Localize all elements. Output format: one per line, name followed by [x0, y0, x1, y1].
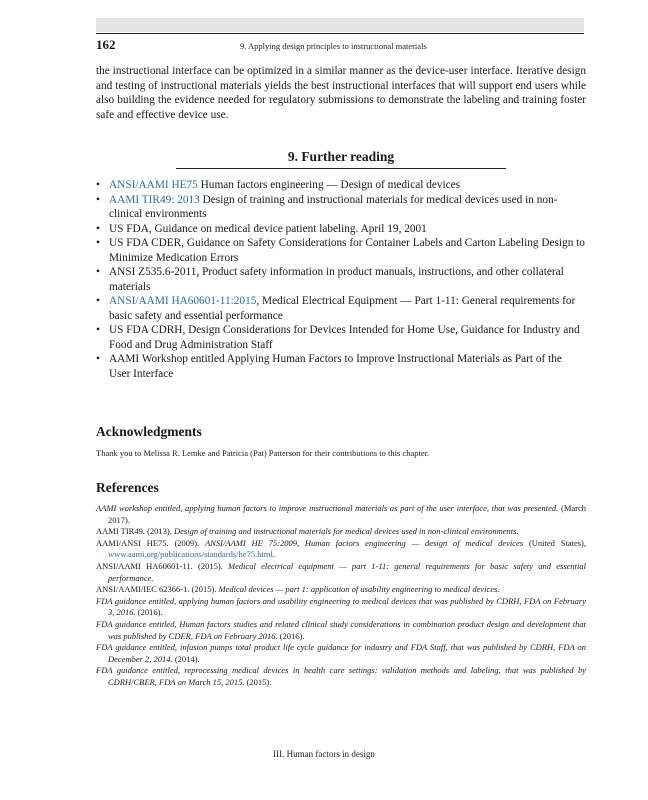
reading-item — [96, 222, 586, 237]
ref-title: FDA guidance entitled, Human factors studies and related clinical study considerations in combination product design and development that was published by CDER, FDA on February 2016. — [96, 618, 586, 641]
bullet-icon: • — [96, 266, 100, 278]
further-reading-rule — [176, 168, 506, 169]
reading-text: Human factors engineering — Design of medical devices — [197, 179, 461, 191]
references-list — [96, 503, 586, 689]
ref-author: AAMI/ANSI HE75. (2009). — [96, 537, 206, 548]
bullet-icon: • — [96, 193, 100, 206]
ref-author: ANSI/AAMI/IEC 62366-1. (2015). — [96, 584, 219, 595]
running-head: 9. Applying design principles to instructional materials — [240, 41, 427, 51]
reading-text: , Medical Electrical Equipment — Part 1-11: General requirements for basic safety and essential performance — [109, 295, 576, 322]
ref-title: Medical electrical equipment — part 1-11: general requirements for basic safety and essential performance. — [108, 560, 586, 583]
ref-date: (2016). — [277, 630, 305, 641]
ref-title: Medical devices — part 1: application of usability engineering to medical devices. — [218, 584, 500, 595]
ref-title: FDA guidance entitled, infusion pumps total product life cycle guidance for industry and FDA Staff, that was published by CDRH, FDA on December 2, 2014. — [96, 642, 586, 664]
reading-text: Design of training and instructional materials for medical devices used in non-clinical environments — [109, 193, 558, 220]
ref-title: AAMI workshop entitled, applying human factors to improve instructional materials as part of the user interface, that was presented. — [96, 503, 559, 513]
further-reading-list — [96, 178, 586, 381]
reference-item — [96, 619, 586, 642]
reference-item — [96, 561, 586, 584]
reading-link[interactable]: AAMI TIR49: 2013 — [109, 193, 200, 206]
ref-date: (2014). — [172, 653, 200, 664]
reading-link[interactable]: ANSI/AAMI HE75 — [109, 179, 198, 191]
reading-item — [96, 178, 586, 193]
reading-item — [96, 352, 586, 381]
reading-item — [96, 323, 586, 352]
ref-title: Design of training and instructional materials for medical devices used in non-clinical environments. — [174, 526, 519, 537]
page-footer: III. Human factors in design — [273, 749, 375, 759]
ref-end: . — [272, 549, 275, 560]
bullet-icon: • — [96, 324, 100, 336]
reading-text: AAMI Workshop entitled Applying Human Factors to Improve Instructional Materials as Part of the User Interface — [109, 353, 562, 380]
ref-date: (2015). — [244, 676, 272, 687]
reference-item — [96, 642, 586, 665]
bullet-icon: • — [96, 353, 100, 365]
bullet-icon: • — [96, 179, 100, 191]
reading-link[interactable]: ANSI/AAMI HA60601-11:2015 — [109, 295, 257, 307]
reference-item — [96, 665, 586, 688]
reading-item — [96, 265, 586, 294]
acknowledgments-text: Thank you to Melissa R. Lemke and Patricia (Pat) Patterson for their contributions to this chapter. — [96, 448, 430, 458]
acknowledgments-heading: Acknowledgments — [96, 424, 202, 439]
reading-item — [96, 193, 586, 222]
ref-author: ANSI/AAMI HA60601-11. (2015). — [96, 560, 229, 571]
ref-title: ANSI/AAMI HE 75:2009, Human factors engineering — design of medical devices — [205, 537, 524, 548]
ref-title: FDA guidance entitled, applying human factors and usability engineering to medical devices that was published by CDRH, FDA on February 3, 2016. — [96, 595, 586, 618]
further-reading-title: 9. Further reading — [287, 149, 395, 164]
reading-item — [96, 236, 586, 265]
header-bar — [96, 18, 584, 32]
header-rule — [96, 33, 584, 34]
reading-text: US FDA CDER, Guidance on Safety Considerations for Container Labels and Carton Labeling Design to Minimize Medication Errors — [109, 237, 585, 264]
ref-title: FDA guidance entitled, reprocessing medical devices in health care settings: validation methods and labeling, that was published by CDRH/CBER, FDA on March 15, 2015. — [96, 665, 586, 687]
reading-text: US FDA, Guidance on medical device patient labeling. April 19, 2001 — [109, 222, 427, 235]
reading-text: US FDA CDRH, Design Considerations for Devices Intended for Home Use, Guidance for Industry and Food and Drug Administration Staff — [109, 324, 580, 351]
body-paragraph: the instructional interface can be optimized in a similar manner as the device-user interface. Iterative design and testing of instructional materials yields the best instructional interfaces that will support end users while also building the evidence needed for regulatory submissions to demonstrate the labeling and training foster safe and effective device use. — [96, 65, 586, 121]
ref-date: (March 2017). — [108, 503, 587, 525]
bullet-icon: • — [96, 295, 100, 307]
reading-text: ANSI Z535.6-2011, Product safety information in product manuals, instructions, and other collateral materials — [109, 266, 564, 293]
reading-item — [96, 294, 586, 323]
references-heading: References — [96, 480, 159, 495]
reference-item — [96, 503, 586, 526]
ref-date: (2016). — [135, 607, 163, 618]
ref-author: AAMI TIR49. (2013). — [96, 526, 174, 537]
ref-url-link[interactable]: www.aami.org/publications/standards/he75.html — [108, 549, 273, 560]
reference-item — [96, 584, 586, 596]
reference-item — [96, 526, 586, 538]
reference-item — [96, 596, 586, 619]
bullet-icon: • — [96, 222, 100, 235]
page-number: 162 — [96, 37, 116, 52]
bullet-icon: • — [96, 237, 100, 249]
reference-item — [96, 538, 586, 561]
ref-note: (United States), — [523, 537, 586, 548]
